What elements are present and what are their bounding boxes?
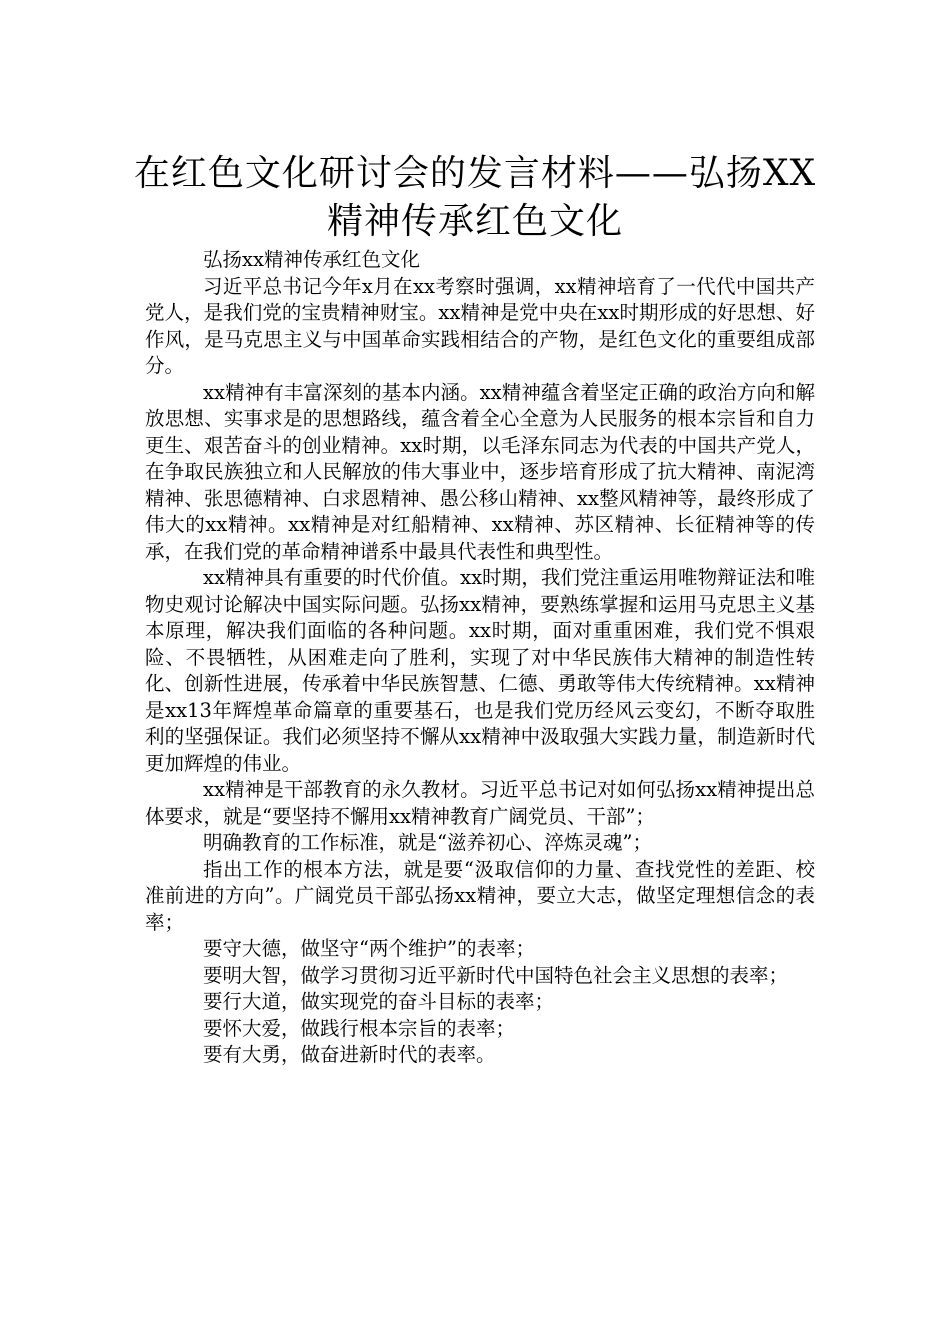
document-title-line-1: 在红色文化研讨会的发言材料——弘扬XX (133, 153, 817, 195)
body-paragraph: xx精神有丰富深刻的基本内涵。xx精神蕴含着坚定正确的政治方向和解放思想、实事求是的思想路线，蕴含着全心全意为人民服务的根本宗旨和自力更生、艰苦奋斗的创业精神。xx时期，以毛泽东同志为代表的中国共产党人，在争取民族独立和人民解放的伟大事业中，逐步培育形成了抗大精神、南泥湾精神、张思德精神、白求恩精神、愚公移山精神、xx整风精神等，最终形成了伟大的xx精神。xx精神是对红船精神、xx精神、苏区精神、长征精神等的传承，在我们党的革命精神谱系中最具代表性和典型性。 (145, 380, 815, 563)
body-paragraph: 要怀大爱，做践行根本宗旨的表率； (203, 1016, 516, 1040)
body-paragraph: xx精神是干部教育的永久教材。习近平总书记对如何弘扬xx精神提出总体要求，就是“要坚持不懈用xx精神教育广阔党员、干部”； (145, 778, 815, 828)
body-paragraph: xx精神具有重要的时代价值。xx时期，我们党注重运用唯物辩证法和唯物史观讨论解决中国实际问题。弘扬xx精神，要熟练掌握和运用马克思主义基本原理，解决我们面临的各种问题。xx时期，面对重重困难，我们党不惧艰险、不畏牺牲，从困难走向了胜利，实现了对中华民族伟大精神的制造性转化、创新性进展，传承着中华民族智慧、仁德、勇敢等伟大传统精神。xx精神是xx13年辉煌革命篇章的重要基石，也是我们党历经风云变幻，不断夺取胜利的坚强保证。我们必须坚持不懈从xx精神中汲取强大实践力量，制造新时代更加辉煌的伟业。 (145, 566, 815, 775)
subtitle-paragraph: 弘扬xx精神传承红色文化 (203, 248, 420, 271)
body-paragraph: 要明大智，做学习贯彻习近平新时代中国特色社会主义思想的表率； (203, 963, 789, 987)
document-title (120, 150, 830, 246)
body-paragraph: 要守大德，做坚守“两个维护”的表率； (203, 937, 535, 960)
body-paragraph: 要有大勇，做奋进新时代的表率。 (203, 1043, 496, 1066)
document-title-line-2: 精神传承红色文化 (326, 201, 623, 243)
document-body (145, 247, 815, 1069)
body-paragraph: 明确教育的工作标准，就是“滋养初心、淬炼灵魂”； (203, 831, 652, 854)
body-paragraph: 习近平总书记今年x月在xx考察时强调，xx精神培育了一代代中国共产党人，是我们党的宝贵精神财宝。xx精神是党中央在xx时期形成的好思想、好作风，是马克思主义与中国革命实践相结合的产物，是红色文化的重要组成部分。 (145, 274, 815, 377)
body-paragraph: 要行大道，做实现党的奋斗目标的表率； (203, 990, 555, 1013)
body-paragraph: 指出工作的根本方法，就是要“汲取信仰的力量、查找党性的差距、校准前进的方向”。广阔党员干部弘扬xx精神，要立大志，做坚定理想信念的表率； (145, 857, 815, 934)
